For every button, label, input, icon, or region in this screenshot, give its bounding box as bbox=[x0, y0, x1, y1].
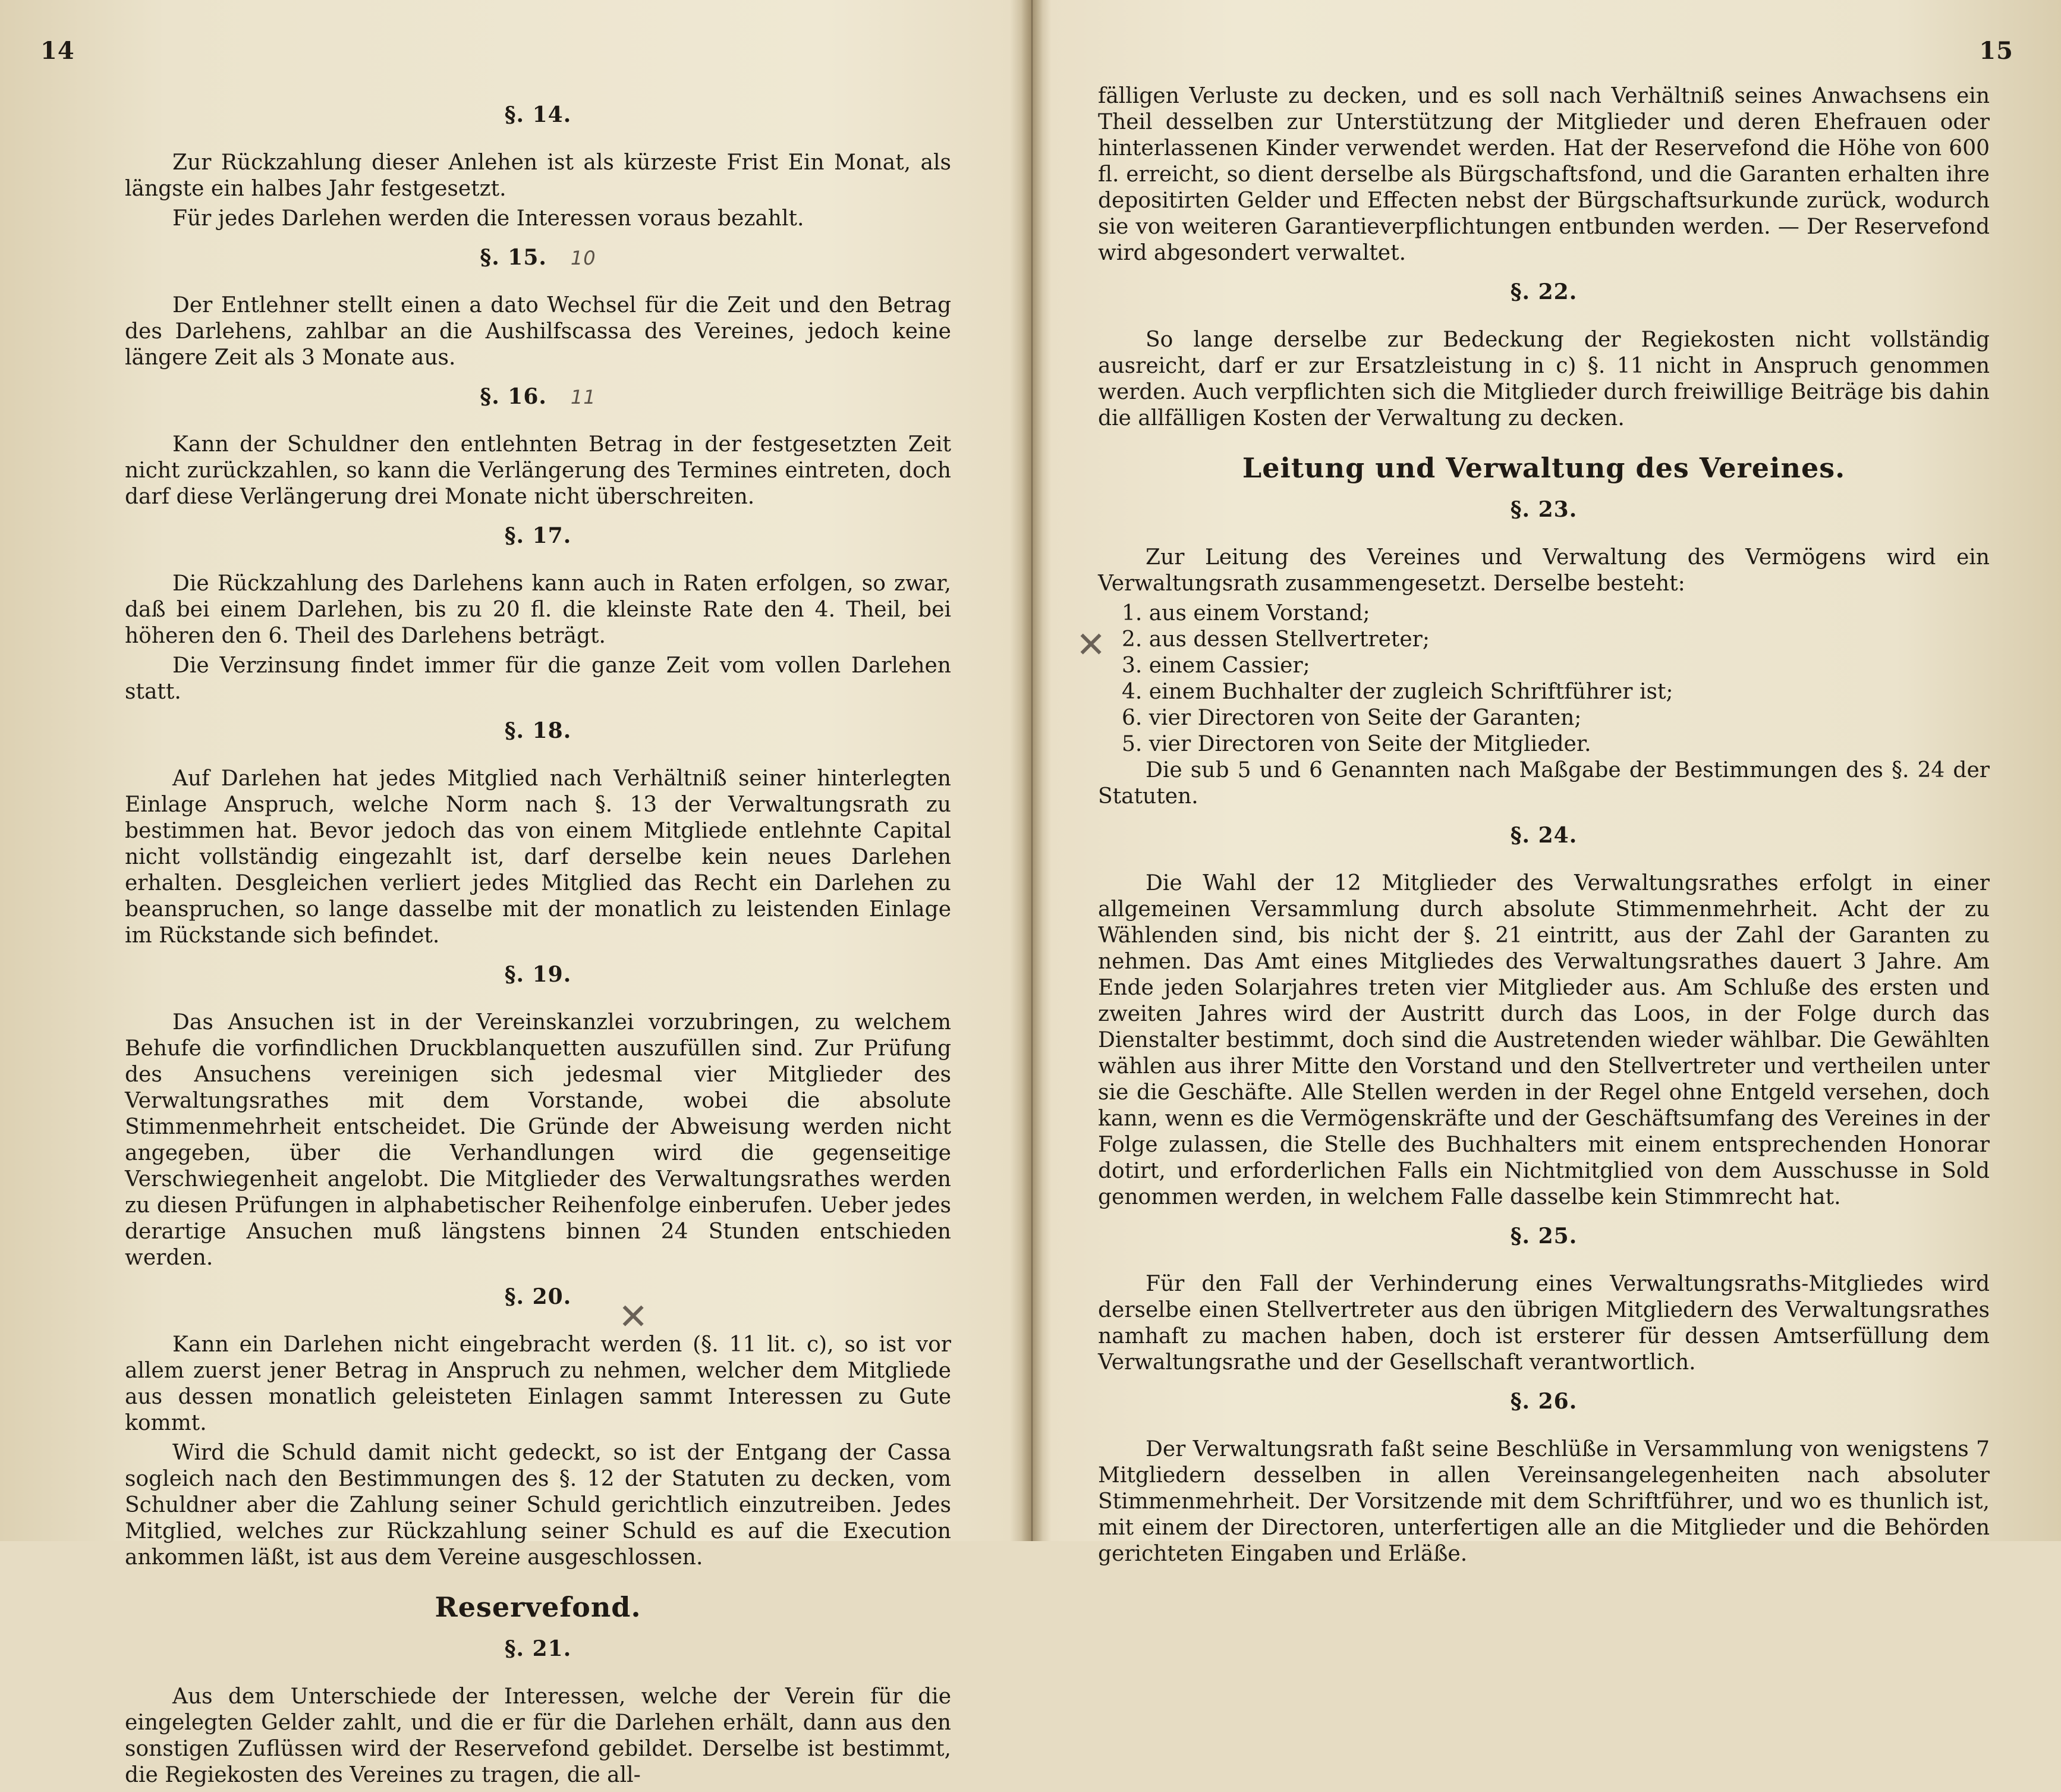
section-26 bbox=[1098, 1389, 1990, 1567]
left-page bbox=[0, 0, 1028, 1787]
section-number: §. 14. bbox=[504, 102, 572, 127]
section-number: §. 26. bbox=[1510, 1389, 1578, 1414]
pencil-cross-mark-icon: ✕ bbox=[1076, 624, 1106, 666]
list-item: 5. vier Directoren von Seite der Mitglieder. bbox=[1122, 732, 1591, 756]
list-item: 1. aus einem Vorstand; bbox=[1122, 601, 1370, 625]
heading-reservefond: Reservefond. bbox=[435, 1591, 641, 1623]
page-number-left: 14 bbox=[40, 37, 75, 65]
section-21 bbox=[125, 1636, 951, 1788]
section-19 bbox=[125, 962, 951, 1271]
section-number: §. 24. bbox=[1510, 823, 1578, 848]
pencil-annotation: 10 bbox=[570, 247, 596, 269]
paragraph: Zur Rückzahlung dieser Anlehen ist als kürzeste Frist Ein Monat, als längste ein halbes Jahr festgesetzt. bbox=[125, 150, 951, 201]
pencil-annotation: 11 bbox=[570, 386, 596, 408]
heading-leitung: Leitung und Verwaltung des Vereines. bbox=[1242, 452, 1846, 484]
paragraph: So lange derselbe zur Bedeckung der Regiekosten nicht vollständig ausreicht, darf er zur Ersatzleistung in c) §. 11 nicht in Anspruch genommen werden. Auch verpflichten sich die Mitglieder durch freiwillige Beiträge bis dahin die allfälligen Kosten der Verwaltung zu decken. bbox=[1098, 328, 1990, 430]
paragraph: Zur Leitung des Vereines und Verwaltung des Vermögens wird ein Verwaltungsrath zusammengesetzt. Derselbe besteht: bbox=[1098, 545, 1990, 596]
section-18 bbox=[125, 718, 951, 949]
section-number: §. 25. bbox=[1510, 1224, 1578, 1249]
right-page bbox=[1033, 0, 2061, 1566]
list-item: 4. einem Buchhalter der zugleich Schriftführer ist; bbox=[1122, 680, 1673, 704]
paragraph: Der Verwaltungsrath faßt seine Beschlüße in Versammlung von wenigstens 7 Mitgliedern desselben in allen Vereinsangelegenheiten nach absoluter Stimmenmehrheit. Der Vorsitzende mit dem Schriftführer, und wo es thunlich ist, mit einem der Directoren, unterfertigen alle an die Mitglieder und die Behörden gerichteten Eingaben und Erläße. bbox=[1098, 1437, 1990, 1566]
left-page-text bbox=[125, 89, 951, 1792]
list-item: 6. vier Directoren von Seite der Garanten; bbox=[1122, 706, 1582, 730]
section-number: §. 20. bbox=[504, 1284, 572, 1309]
list-item: 2. aus dessen Stellvertreter; bbox=[1122, 627, 1430, 652]
section-17 bbox=[125, 523, 951, 705]
section-number: §. 19. bbox=[504, 962, 572, 987]
section-25 bbox=[1098, 1224, 1990, 1376]
pencil-cross-mark-icon: ✕ bbox=[618, 1296, 649, 1338]
page-number-right: 15 bbox=[1979, 37, 2013, 65]
paragraph: Aus dem Unterschiede der Interessen, welche der Verein für die eingelegten Gelder zahlt, und die er für die Darlehen erhält, dann aus den sonstigen Zuflüssen wird der Reservefond gebildet. Derselbe ist bestimmt, die Regiekosten des Vereines zu tragen, die all- bbox=[125, 1684, 951, 1787]
section-22 bbox=[1098, 279, 1990, 432]
paragraph: Kann der Schuldner den entlehnten Betrag in der festgesetzten Zeit nicht zurückzahlen, so kann die Verlängerung des Termines eintreten, doch darf diese Verlängerung drei Monate nicht überschreiten. bbox=[125, 432, 951, 509]
paragraph: Der Entlehner stellt einen a dato Wechsel für die Zeit und den Betrag des Darlehens, zahlbar an die Aushilfscassa des Vereines, jedoch keine längere Zeit als 3 Monate aus. bbox=[125, 293, 951, 370]
paragraph: Für jedes Darlehen werden die Interessen voraus bezahlt. bbox=[172, 206, 804, 231]
section-15 bbox=[125, 245, 951, 371]
section-14 bbox=[125, 102, 951, 232]
section-number: §. 22. bbox=[1510, 279, 1578, 304]
section-number: §. 17. bbox=[504, 523, 572, 548]
paragraph: Kann ein Darlehen nicht eingebracht werden (§. 11 lit. c), so ist vor allem zuerst jener Betrag in Anspruch zu nehmen, welcher dem Mitgliede aus dessen monatlich geleisteten Einlagen sammt Interessen zu Gute kommt. bbox=[125, 1332, 951, 1435]
section-number: §. 15. 10 bbox=[480, 245, 596, 270]
continuation-paragraph: fälligen Verluste zu decken, und es soll nach Verhältniß seines Anwachsens ein Theil desselben zur Unterstützung der Mitglieder und deren Ehefrauen oder hinterlassenen Kinder verwendet werden. Hat der Reservefond die Höhe von 600 fl. erreicht, so dient derselbe als Bürgschaftsfond, und die Garanten erhalten ihre depositirten Gelder und Effecten nebst der Bürgschaftsurkunde zurück, wodurch sie von weiteren Garantieverpflichtungen entbunden werden. — Der Reservefond wird abgesondert verwaltet. bbox=[1098, 84, 1990, 265]
paragraph: Die sub 5 und 6 Genannten nach Maßgabe der Bestimmungen des §. 24 der Statuten. bbox=[1098, 758, 1990, 809]
paragraph: Das Ansuchen ist in der Vereinskanzlei vorzubringen, zu welchem Behufe die vorfindlichen Druckblanquetten auszufüllen sind. Zur Prüfung des Ansuchens vereinigen sich jedesmal vier Mitglieder des Verwaltungsrathes mit dem Vorstande, wobei die absolute Stimmenmehrheit entscheidet. Die Gründe der Abweisung werden nicht angegeben, über die Verhandlungen wird die gegenseitige Verschwiegenheit angelobt. Die Mitglieder des Verwaltungsrathes werden zu diesen Prüfungen in alphabetischer Reihenfolge einberufen. Ueber jedes derartige Ansuchen muß längstens binnen 24 Stunden entschieden werden. bbox=[125, 1010, 951, 1270]
section-16 bbox=[125, 384, 951, 510]
paragraph: Auf Darlehen hat jedes Mitglied nach Verhältniß seiner hinterlegten Einlage Anspruch, welche Norm nach §. 13 der Verwaltungsrath zu bestimmen hat. Bevor jedoch das von einem Mitgliede entlehnte Capital nicht vollständig eingezahlt ist, darf derselbe kein neues Darlehen erhalten. Desgleichen verliert jedes Mitglied das Recht ein Darlehen zu beanspruchen, so lange dasselbe mit der monatlich zu leistenden Einlage im Rückstande sich befindet. bbox=[125, 766, 951, 948]
section-number: §. 18. bbox=[504, 718, 572, 743]
section-number: §. 16. 11 bbox=[480, 384, 596, 409]
section-number: §. 21. bbox=[504, 1636, 572, 1661]
paragraph: Die Wahl der 12 Mitglieder des Verwaltungsrathes erfolgt in einer allgemeinen Versammlung durch absolute Stimmenmehrheit. Acht der zu Wählenden sind, bis nicht der §. 21 eintritt, aus der Zahl der Garanten zu nehmen. Das Amt eines Mitgliedes des Verwaltungsrathes dauert 3 Jahre. Am Ende jeden Solarjahres treten vier Mitglieder aus. Am Schluße des ersten und zweiten Jahres wird der Austritt durch das Loos, in der Folge durch das Dienstalter bestimmt, doch sind die Austretenden wieder wählbar. Die Gewählten wählen aus ihrer Mitte den Vorstand und den Stellvertreter und vertheilen unter sie die Geschäfte. Alle Stellen werden in der Regel ohne Entgeld versehen, doch kann, wenn es die Vermögenskräfte und der Geschäftsumfang des Vereines in der Folge zulassen, die Stelle des Buchhalters mit einem entsprechenden Honorar dotirt, und erforderlichen Falls ein Nichtmitglied von dem Ausschusse in Sold genommen werden, in welchem Falle dasselbe kein Stimmrecht hat. bbox=[1098, 871, 1990, 1209]
section-number: §. 23. bbox=[1510, 497, 1578, 522]
paragraph: Die Rückzahlung des Darlehens kann auch in Raten erfolgen, so zwar, daß bei einem Darlehen, bis zu 20 fl. die kleinste Rate den 4. Theil, bei höheren den 6. Theil des Darlehens beträgt. bbox=[125, 571, 951, 648]
right-page-text bbox=[1098, 83, 1990, 1571]
section-24 bbox=[1098, 823, 1990, 1211]
section-20 bbox=[125, 1284, 951, 1571]
paragraph: Für den Fall der Verhinderung eines Verwaltungsraths-Mitgliedes wird derselbe einen Stellvertreter aus den übrigen Mitgliedern des Verwaltungsrathes namhaft zu machen haben, doch ist ersterer für dessen Amtserfüllung dem Verwaltungsrathe und der Gesellschaft verantwortlich. bbox=[1098, 1272, 1990, 1375]
paragraph: Die Verzinsung findet immer für die ganze Zeit vom vollen Darlehen statt. bbox=[125, 653, 951, 704]
paragraph: Wird die Schuld damit nicht gedeckt, so ist der Entgang der Cassa sogleich nach den Bestimmungen des §. 12 der Statuten zu decken, vom Schuldner aber die Zahlung seiner Schuld gerichtlich einzutreiben. Jedes Mitglied, welches zur Rückzahlung seiner Schuld es auf die Execution ankommen läßt, ist aus dem Vereine ausgeschlossen. bbox=[125, 1441, 951, 1570]
board-member-list bbox=[1098, 601, 1990, 757]
list-item: 3. einem Cassier; bbox=[1122, 653, 1310, 678]
section-23 bbox=[1098, 497, 1990, 810]
